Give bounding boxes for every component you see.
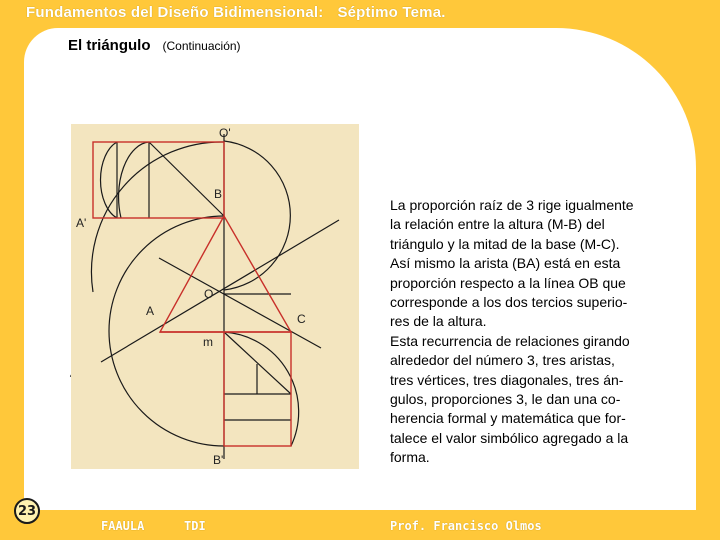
text-line: Esta recurrencia de relaciones girando xyxy=(390,332,630,349)
footer-dept: TDI xyxy=(184,519,206,533)
text-line: proporción respecto a la línea OB que xyxy=(390,274,626,291)
label-c: C xyxy=(297,312,306,326)
text-line: tres vértices, tres diagonales, tres án- xyxy=(390,371,624,388)
label-a-prime: A' xyxy=(76,216,87,230)
text-line: herencia formal y matemática que for- xyxy=(390,410,626,427)
arc-large xyxy=(109,216,224,446)
label-b: B xyxy=(214,187,223,201)
text-line: Así mismo la arista (BA) está en esta xyxy=(390,255,621,272)
text-line: talece el valor simbólico agregado a la xyxy=(390,429,629,446)
label-o: O xyxy=(204,287,214,301)
label-o-prime: O' xyxy=(219,126,231,140)
text-line: res de la altura. xyxy=(390,313,487,330)
diagonal-long xyxy=(101,220,339,362)
label-b-prime: B' xyxy=(213,453,224,467)
arc-o-prime xyxy=(224,141,290,290)
arc-small-2 xyxy=(119,142,149,218)
diagonal-top xyxy=(149,142,224,216)
logo-glyph: 23 xyxy=(17,503,37,519)
text-line: triángulo y la mitad de la base (M-C). xyxy=(390,235,620,252)
text-line: la relación entre la altura (M-B) del xyxy=(390,216,605,233)
text-line: corresponde a los dos tercios superio- xyxy=(390,294,628,311)
label-a: A xyxy=(146,304,155,318)
topic-title: Séptimo Tema. xyxy=(337,4,446,21)
footer-author: Prof. Francisco Olmos xyxy=(390,519,542,533)
top-square xyxy=(93,142,224,218)
slide-title: El triángulo xyxy=(68,37,151,54)
explanation-text xyxy=(390,196,680,468)
geometric-figure xyxy=(71,124,359,469)
slide-title-row xyxy=(68,37,241,54)
arc-left-upper xyxy=(91,142,224,292)
arc-lower xyxy=(224,332,299,446)
footer-org: FAAULA xyxy=(101,519,145,533)
triangle-construction-diagram xyxy=(71,124,359,469)
slide-subtitle: (Continuación) xyxy=(162,39,241,53)
text-line: alrededor del número 3, tres aristas, xyxy=(390,352,615,369)
text-line: La proporción raíz de 3 rige igualmente xyxy=(390,197,634,213)
label-m: m xyxy=(203,335,213,349)
text-line: gulos, proporciones 3, le dan una co- xyxy=(390,391,621,408)
course-title: Fundamentos del Diseño Bidimensional: xyxy=(26,4,324,21)
header-bar xyxy=(26,4,446,21)
logo-icon xyxy=(14,498,40,524)
text-line: forma. xyxy=(390,449,430,466)
